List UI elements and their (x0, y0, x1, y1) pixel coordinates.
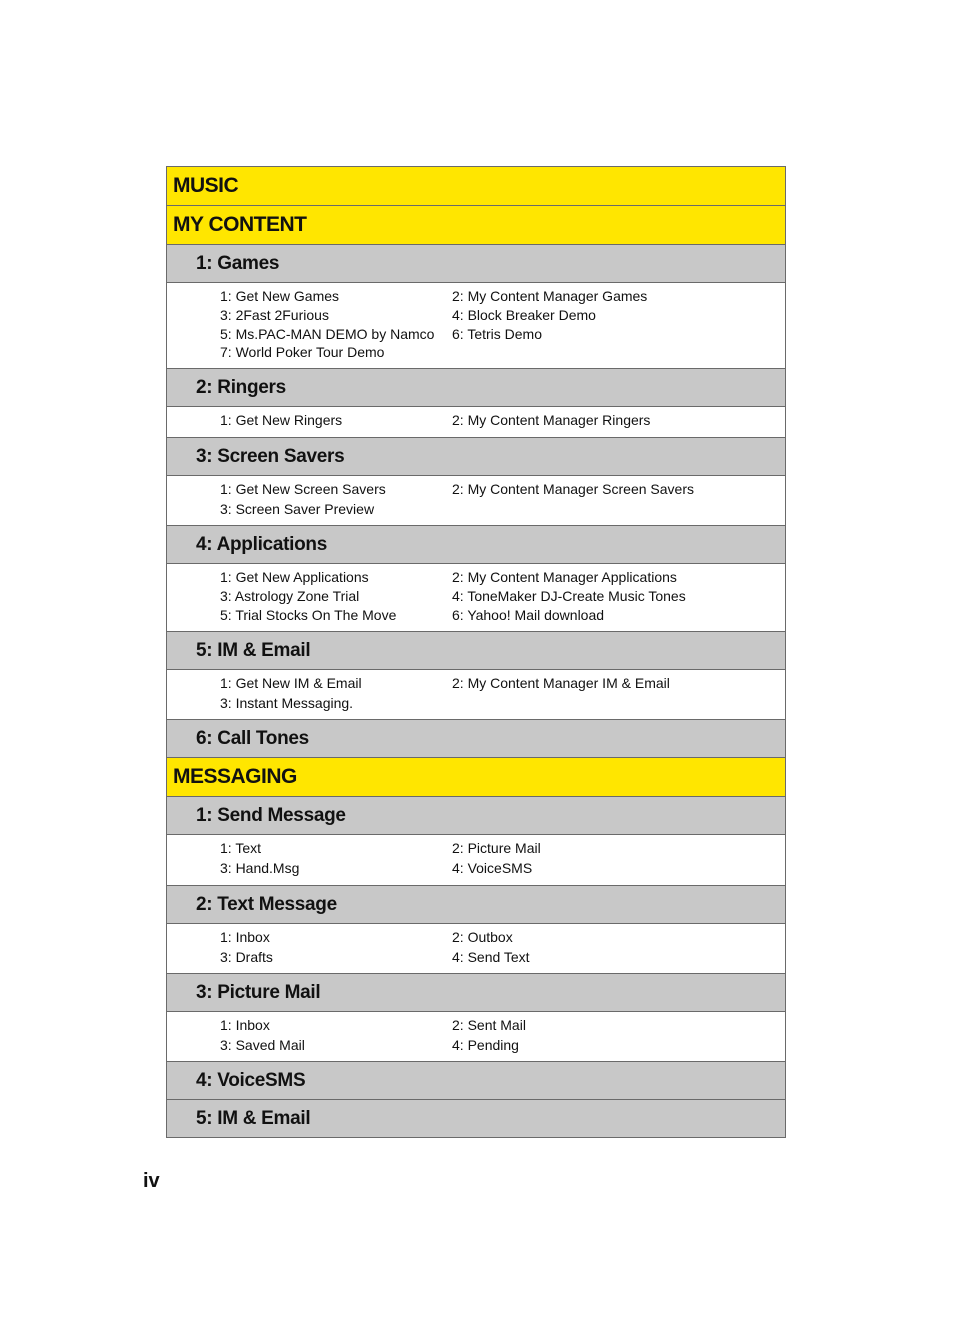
list-item: 2: My Content Manager Ringers (452, 412, 651, 428)
section-messaging: MESSAGING (167, 758, 785, 797)
list-item: 1: Inbox (220, 929, 270, 945)
submenu-send-message: 1: Send Message (167, 797, 785, 835)
section-music: MUSIC (167, 167, 785, 206)
list-item: 1: Get New Applications (220, 569, 369, 585)
submenu-ringers: 2: Ringers (167, 369, 785, 407)
list-item: 1: Text (220, 840, 261, 856)
list-item: 3: 2Fast 2Furious (220, 306, 329, 323)
screen-savers-items (167, 476, 785, 526)
submenu-voicesms: 4: VoiceSMS (167, 1062, 785, 1100)
list-item: 4: VoiceSMS (452, 860, 533, 876)
list-item: 2: Outbox (452, 929, 513, 945)
picture-mail-items (167, 1012, 785, 1062)
list-item: 1: Get New Screen Savers (220, 481, 386, 497)
list-item: 1: Get New IM & Email (220, 675, 362, 691)
list-item: 4: ToneMaker DJ-Create Music Tones (452, 588, 686, 604)
list-item: 1: Get New Ringers (220, 412, 343, 428)
send-message-items (167, 835, 785, 886)
list-item: 2: Sent Mail (452, 1017, 526, 1033)
submenu-text-message: 2: Text Message (167, 886, 785, 924)
applications-items (167, 564, 785, 632)
submenu-applications: 4: Applications (167, 526, 785, 564)
list-item: 3: Hand.Msg (220, 860, 300, 876)
list-item: 5: Trial Stocks On The Move (220, 607, 397, 623)
list-item: 3: Screen Saver Preview (220, 500, 375, 517)
list-item: 3: Instant Messaging. (220, 694, 354, 711)
submenu-games: 1: Games (167, 245, 785, 283)
list-item: 1: Get New Games (220, 288, 340, 304)
list-item: 6: Yahoo! Mail download (452, 607, 605, 623)
list-item: 2: My Content Manager IM & Email (452, 675, 670, 691)
submenu-picture-mail: 3: Picture Mail (167, 974, 785, 1012)
list-item: 4: Pending (452, 1036, 519, 1053)
page-number: iv (143, 1170, 160, 1192)
games-items (167, 283, 785, 369)
list-item: 2: Picture Mail (452, 840, 541, 856)
submenu-screen-savers: 3: Screen Savers (167, 438, 785, 476)
im-email-items (167, 670, 785, 720)
submenu-messaging-im-email: 5: IM & Email (167, 1100, 785, 1138)
list-item: 2: My Content Manager Screen Savers (452, 481, 695, 497)
list-item: 4: Send Text (452, 948, 530, 965)
list-item: 7: World Poker Tour Demo (220, 344, 385, 361)
list-item: 2: My Content Manager Games (452, 288, 648, 304)
section-my-content: MY CONTENT (167, 206, 785, 245)
list-item: 3: Drafts (220, 948, 273, 965)
list-item: 5: Ms.PAC-MAN DEMO by Namco (220, 325, 435, 342)
list-item: 3: Saved Mail (220, 1036, 305, 1053)
menu-table (166, 166, 786, 1138)
text-message-items (167, 924, 785, 974)
list-item: 4: Block Breaker Demo (452, 306, 596, 323)
submenu-im-email: 5: IM & Email (167, 632, 785, 670)
list-item: 2: My Content Manager Applications (452, 569, 677, 585)
ringers-items (167, 407, 785, 438)
list-item: 3: Astrology Zone Trial (220, 588, 360, 604)
submenu-call-tones: 6: Call Tones (167, 720, 785, 758)
list-item: 1: Inbox (220, 1017, 270, 1033)
list-item: 6: Tetris Demo (452, 325, 542, 342)
